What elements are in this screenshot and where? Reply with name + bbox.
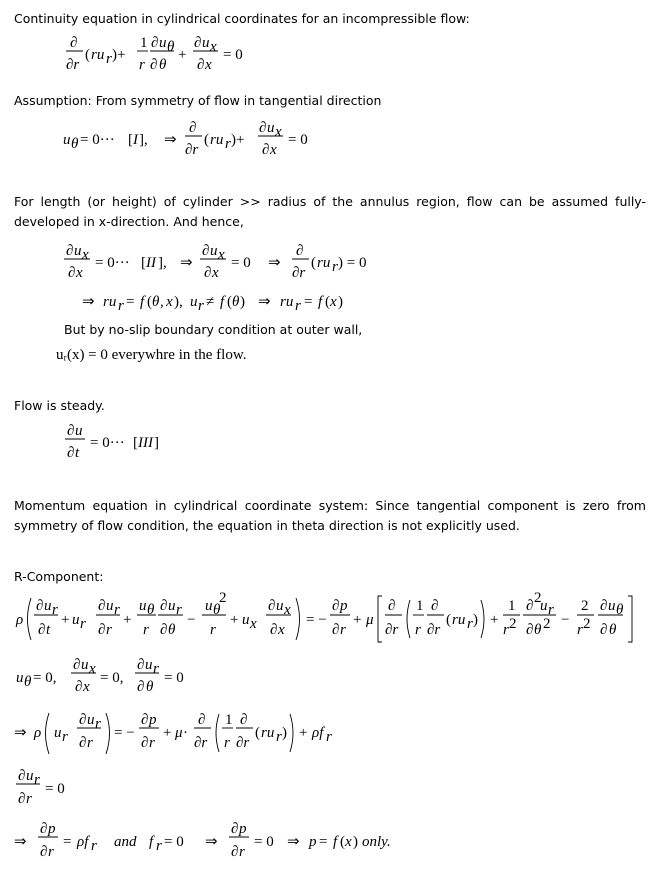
svg-text:∂: ∂ xyxy=(160,598,168,614)
svg-text:]: ] xyxy=(154,435,159,451)
svg-text:∂: ∂ xyxy=(141,735,149,751)
svg-text:(: ( xyxy=(255,725,260,741)
svg-text:∂r: ∂r xyxy=(236,735,250,751)
svg-text:u: u xyxy=(242,612,250,628)
svg-text:∂: ∂ xyxy=(68,265,76,281)
svg-text:θ: θ xyxy=(147,602,155,618)
svg-text:+: + xyxy=(178,47,187,63)
svg-text:1: 1 xyxy=(225,712,233,728)
simplification-conditions xyxy=(0,652,658,700)
svg-text:I: I xyxy=(133,132,138,148)
svg-text:∂: ∂ xyxy=(38,622,46,638)
svg-text:x: x xyxy=(345,834,352,850)
svg-text:x: x xyxy=(212,265,219,281)
svg-text:⇒: ⇒ xyxy=(180,255,193,271)
svg-text:r: r xyxy=(95,716,101,732)
svg-text:ρ: ρ xyxy=(16,612,24,628)
svg-text:ρ: ρ xyxy=(34,725,42,741)
svg-text:2: 2 xyxy=(534,590,542,606)
svg-text:= 0: = 0 xyxy=(231,255,251,271)
svg-text:r: r xyxy=(26,791,32,807)
svg-text:∂: ∂ xyxy=(67,423,75,439)
svg-text:p: p xyxy=(340,598,348,614)
svg-text:θ: θ xyxy=(609,622,617,638)
svg-text:⇒: ⇒ xyxy=(82,294,95,310)
svg-text:∂: ∂ xyxy=(137,679,145,695)
svg-text:x: x xyxy=(284,602,291,618)
only-word: only. xyxy=(362,834,391,850)
no-slip-text: But by no-slip boundary condition at outer wall, xyxy=(64,322,363,337)
svg-text:(: ( xyxy=(147,294,152,310)
svg-text:) = 0: ) = 0 xyxy=(338,255,367,271)
svg-text:r: r xyxy=(48,844,54,860)
svg-text:1: 1 xyxy=(508,598,516,614)
svg-text:∂: ∂ xyxy=(231,844,239,860)
svg-text:u: u xyxy=(168,598,176,614)
svg-text:(: ( xyxy=(227,294,232,310)
svg-text:r: r xyxy=(176,602,182,618)
svg-text:+: + xyxy=(490,612,499,628)
svg-text:= −: = − xyxy=(306,612,327,628)
svg-text:2: 2 xyxy=(219,590,227,606)
svg-text:r: r xyxy=(548,602,554,618)
svg-text:r: r xyxy=(139,57,145,73)
r-momentum-equation xyxy=(0,588,658,650)
svg-text:⇒: ⇒ xyxy=(268,255,281,271)
svg-text:r: r xyxy=(87,735,93,751)
svg-text:r: r xyxy=(62,729,68,745)
svg-text:⇒: ⇒ xyxy=(287,834,300,850)
svg-text:r: r xyxy=(224,735,230,751)
svg-text:],: ], xyxy=(158,255,167,271)
svg-text:= 0: = 0 xyxy=(164,834,184,850)
svg-text:,: , xyxy=(160,294,164,310)
svg-text:r: r xyxy=(340,622,346,638)
svg-text:θ: θ xyxy=(616,602,624,618)
assumption-equation xyxy=(0,113,658,168)
svg-text:∂: ∂ xyxy=(600,598,608,614)
momentum-text: Momentum equation in cylindrical coordinate system: Since tangential component is zero from symmetry of flow condition, the equation in theta direction is not explicitly used. xyxy=(14,498,646,533)
svg-text:∂: ∂ xyxy=(202,243,210,259)
svg-text:u: u xyxy=(205,598,213,614)
svg-text:θ: θ xyxy=(534,622,542,638)
svg-text:III: III xyxy=(138,435,153,451)
svg-text:p: p xyxy=(309,834,317,850)
svg-text:r: r xyxy=(326,729,332,745)
svg-text:u: u xyxy=(72,612,80,628)
svg-text:u: u xyxy=(54,725,62,741)
svg-text:∂: ∂ xyxy=(240,712,248,728)
svg-text:∂: ∂ xyxy=(18,768,26,784)
svg-text:r: r xyxy=(276,729,282,745)
svg-text:II: II xyxy=(146,255,156,271)
assumption-text: Assumption: From symmetry of flow in tangential direction xyxy=(14,93,382,108)
svg-text:⇒: ⇒ xyxy=(164,132,177,148)
svg-text:r: r xyxy=(91,838,97,854)
svg-text:∂: ∂ xyxy=(231,821,239,837)
svg-text:∂: ∂ xyxy=(141,712,149,728)
svg-text:u: u xyxy=(26,768,34,784)
svg-text:μ: μ xyxy=(366,612,374,628)
svg-text:f: f xyxy=(318,294,323,310)
svg-text:∂: ∂ xyxy=(160,622,168,638)
svg-text:2: 2 xyxy=(543,616,551,632)
svg-text:u: u xyxy=(145,657,153,673)
svg-text:∂: ∂ xyxy=(262,142,270,158)
svg-text:∂: ∂ xyxy=(388,598,396,614)
svg-text:u: u xyxy=(276,598,284,614)
svg-text:2: 2 xyxy=(583,616,591,632)
svg-text:x: x xyxy=(270,142,277,158)
svg-text:·: · xyxy=(183,725,188,741)
svg-text:+: + xyxy=(299,725,308,741)
svg-text:p: p xyxy=(239,821,247,837)
svg-text:∂r: ∂r xyxy=(427,622,441,638)
svg-text:r: r xyxy=(106,51,112,67)
svg-text:u: u xyxy=(540,598,548,614)
svg-text:ru: ru xyxy=(210,132,224,148)
svg-text:∂: ∂ xyxy=(79,712,87,728)
svg-text:∂: ∂ xyxy=(526,622,534,638)
svg-text:=: = xyxy=(319,834,328,850)
svg-text:∂r: ∂r xyxy=(385,622,399,638)
svg-text:r: r xyxy=(153,661,159,677)
svg-text:= 0: = 0 xyxy=(164,670,184,686)
svg-text:ru: ru xyxy=(91,47,105,63)
svg-text:),: ), xyxy=(174,294,183,310)
svg-text:r: r xyxy=(80,616,86,632)
svg-text:t: t xyxy=(46,622,51,638)
svg-text:−: − xyxy=(187,612,196,628)
svg-text:ru: ru xyxy=(280,294,294,310)
svg-text:∂: ∂ xyxy=(40,844,48,860)
svg-text:ρf: ρf xyxy=(312,725,324,741)
svg-text:∂: ∂ xyxy=(70,35,78,51)
ur-zero-equation: uᵣ(x) = 0 everywhre in the flow. xyxy=(56,347,247,363)
svg-text:θ: θ xyxy=(71,136,79,152)
r-component-heading: R-Component: xyxy=(14,569,104,584)
svg-text:[: [ xyxy=(128,132,133,148)
svg-text:∂: ∂ xyxy=(66,243,74,259)
svg-text:r: r xyxy=(118,298,124,314)
svg-text:1: 1 xyxy=(140,35,148,51)
svg-text:r: r xyxy=(198,298,204,314)
svg-text:r: r xyxy=(106,622,112,638)
svg-text:∂: ∂ xyxy=(198,712,206,728)
svg-text:r: r xyxy=(467,616,473,632)
svg-text:=: = xyxy=(63,834,72,850)
dur-dr-zero xyxy=(0,763,658,811)
svg-text:∂: ∂ xyxy=(150,57,158,73)
svg-text:−: − xyxy=(561,612,570,628)
svg-text:∂: ∂ xyxy=(332,598,340,614)
svg-text:u: u xyxy=(210,243,218,259)
svg-text:= 0,: = 0, xyxy=(100,670,124,686)
svg-text:u: u xyxy=(63,132,71,148)
svg-text:u: u xyxy=(159,35,167,51)
svg-text:= 0···: = 0··· xyxy=(90,435,125,451)
final-result-equation xyxy=(0,814,658,870)
svg-text:r: r xyxy=(210,622,216,638)
svg-text:r: r xyxy=(34,772,40,788)
svg-text:∂: ∂ xyxy=(36,598,44,614)
svg-text:u: u xyxy=(74,243,82,259)
svg-text:θ: θ xyxy=(232,294,240,310)
svg-text:∂r: ∂r xyxy=(66,57,80,73)
svg-text:r: r xyxy=(225,136,231,152)
svg-text:r: r xyxy=(149,735,155,751)
svg-text:∂: ∂ xyxy=(18,791,26,807)
svg-text:)+: )+ xyxy=(231,132,245,148)
svg-text:⇒: ⇒ xyxy=(14,834,27,850)
svg-text:+: + xyxy=(353,612,362,628)
svg-text:x: x xyxy=(205,57,212,73)
svg-text:],: ], xyxy=(139,132,148,148)
steady-equation xyxy=(0,418,658,468)
svg-text:r: r xyxy=(114,602,120,618)
svg-text:∂: ∂ xyxy=(296,243,304,259)
svg-text:u: u xyxy=(44,598,52,614)
svg-text:r: r xyxy=(332,259,338,275)
svg-text:∂: ∂ xyxy=(268,598,276,614)
svg-text:u: u xyxy=(190,294,198,310)
svg-text:f: f xyxy=(220,294,225,310)
svg-text:(: ( xyxy=(204,132,209,148)
svg-text:u: u xyxy=(75,423,83,439)
svg-text:ru: ru xyxy=(261,725,275,741)
svg-text:2: 2 xyxy=(509,616,517,632)
svg-text:∂: ∂ xyxy=(431,598,439,614)
svg-text:x: x xyxy=(218,247,225,263)
svg-text:θ: θ xyxy=(159,57,167,73)
svg-text:x: x xyxy=(76,265,83,281)
svg-text:= 0: = 0 xyxy=(254,834,274,850)
svg-text:r: r xyxy=(156,838,162,854)
svg-text:(: ( xyxy=(85,47,90,63)
svg-text:ρf: ρf xyxy=(77,834,89,850)
svg-text:∂: ∂ xyxy=(73,657,81,673)
svg-text:⇒: ⇒ xyxy=(14,725,27,741)
svg-text:2: 2 xyxy=(581,598,589,614)
svg-text:r: r xyxy=(295,298,301,314)
svg-text:∂: ∂ xyxy=(259,120,267,136)
svg-text:t: t xyxy=(75,445,80,461)
svg-text:p: p xyxy=(149,712,157,728)
svg-text:θ: θ xyxy=(167,39,175,55)
svg-text:μ: μ xyxy=(175,725,183,741)
svg-text:): ) xyxy=(473,612,478,628)
svg-text:θ: θ xyxy=(146,679,154,695)
svg-text:r: r xyxy=(577,622,583,638)
and-word: and xyxy=(114,834,137,850)
steady-text: Flow is steady. xyxy=(14,398,105,413)
svg-text:x: x xyxy=(278,622,285,638)
svg-text:+: + xyxy=(163,725,172,741)
svg-text:∂: ∂ xyxy=(204,265,212,281)
svg-text:1: 1 xyxy=(416,598,424,614)
svg-text:∂: ∂ xyxy=(600,622,608,638)
svg-text:= 0: = 0 xyxy=(223,47,243,63)
svg-text:f: f xyxy=(333,834,338,850)
svg-text:x: x xyxy=(82,247,89,263)
svg-text:): ) xyxy=(240,294,245,310)
svg-text:= −: = − xyxy=(114,725,135,741)
svg-text:∂: ∂ xyxy=(79,735,87,751)
svg-text:(: ( xyxy=(340,834,345,850)
svg-text:∂: ∂ xyxy=(189,120,197,136)
svg-text:u: u xyxy=(81,657,89,673)
svg-text:r: r xyxy=(52,602,58,618)
svg-text:[: [ xyxy=(133,435,138,451)
svg-text:=: = xyxy=(126,294,135,310)
svg-text:∂: ∂ xyxy=(75,679,83,695)
svg-text:∂r: ∂r xyxy=(185,142,199,158)
svg-text:x: x xyxy=(210,39,217,55)
svg-text:(: ( xyxy=(325,294,330,310)
fully-developed-text: For length (or height) of cylinder >> radius of the annulus region, flow can be assumed fully-developed in x-direction. And hence, xyxy=(14,194,646,229)
svg-text:f: f xyxy=(149,834,154,850)
svg-text:u: u xyxy=(608,598,616,614)
svg-text:= 0,: = 0, xyxy=(33,670,57,686)
svg-text:∂: ∂ xyxy=(194,35,202,51)
svg-text:): ) xyxy=(338,294,343,310)
svg-text:θ: θ xyxy=(152,294,160,310)
svg-text:u: u xyxy=(202,35,210,51)
svg-text:∂: ∂ xyxy=(151,35,159,51)
svg-text:⇒: ⇒ xyxy=(205,834,218,850)
svg-text:(: ( xyxy=(446,612,451,628)
svg-text:∂: ∂ xyxy=(137,657,145,673)
svg-text:u: u xyxy=(267,120,275,136)
svg-text:): ) xyxy=(353,834,358,850)
svg-text:r: r xyxy=(415,622,421,638)
svg-text:∂: ∂ xyxy=(67,445,75,461)
svg-text:∂: ∂ xyxy=(98,598,106,614)
svg-text:∂r: ∂r xyxy=(292,265,306,281)
svg-text:θ: θ xyxy=(168,622,176,638)
svg-text:u: u xyxy=(139,598,147,614)
svg-text:∂: ∂ xyxy=(197,57,205,73)
svg-text:∂: ∂ xyxy=(526,598,534,614)
svg-text:r: r xyxy=(503,622,509,638)
svg-text:r: r xyxy=(239,844,245,860)
svg-text:= 0···: = 0··· xyxy=(95,255,130,271)
svg-text:ru: ru xyxy=(103,294,117,310)
svg-text:x: x xyxy=(89,661,96,677)
svg-text:r: r xyxy=(143,622,149,638)
svg-text:u: u xyxy=(16,670,24,686)
svg-text:u: u xyxy=(87,712,95,728)
fully-developed-equation xyxy=(0,238,658,313)
svg-text:= 0: = 0 xyxy=(45,781,65,797)
svg-text:f: f xyxy=(140,294,145,310)
svg-text:x: x xyxy=(166,294,173,310)
svg-text:)+: )+ xyxy=(112,47,126,63)
svg-text:θ: θ xyxy=(24,674,32,690)
svg-text:): ) xyxy=(282,725,287,741)
svg-text:θ: θ xyxy=(213,602,221,618)
svg-text:x: x xyxy=(330,294,337,310)
svg-text:=: = xyxy=(304,294,313,310)
svg-text:∂: ∂ xyxy=(98,622,106,638)
svg-text:= 0: = 0 xyxy=(288,132,308,148)
svg-text:x: x xyxy=(275,124,282,140)
svg-text:∂r: ∂r xyxy=(194,735,208,751)
svg-text:p: p xyxy=(48,821,56,837)
svg-text:≠: ≠ xyxy=(206,294,215,310)
svg-text:[: [ xyxy=(141,255,146,271)
reduced-r-equation xyxy=(0,704,658,760)
svg-text:+: + xyxy=(230,612,239,628)
svg-text:+: + xyxy=(123,612,132,628)
continuity-equation xyxy=(0,30,658,90)
svg-text:x: x xyxy=(250,616,257,632)
svg-text:⇒: ⇒ xyxy=(258,294,271,310)
svg-text:ru: ru xyxy=(452,612,466,628)
svg-text:+: + xyxy=(61,612,70,628)
svg-text:(: ( xyxy=(311,255,316,271)
svg-text:= 0···: = 0··· xyxy=(80,132,115,148)
svg-text:∂: ∂ xyxy=(332,622,340,638)
svg-text:∂: ∂ xyxy=(270,622,278,638)
svg-text:u: u xyxy=(106,598,114,614)
svg-text:∂: ∂ xyxy=(40,821,48,837)
continuity-text: Continuity equation in cylindrical coordinates for an incompressible flow: xyxy=(14,11,470,26)
svg-text:ru: ru xyxy=(317,255,331,271)
svg-text:x: x xyxy=(83,679,90,695)
